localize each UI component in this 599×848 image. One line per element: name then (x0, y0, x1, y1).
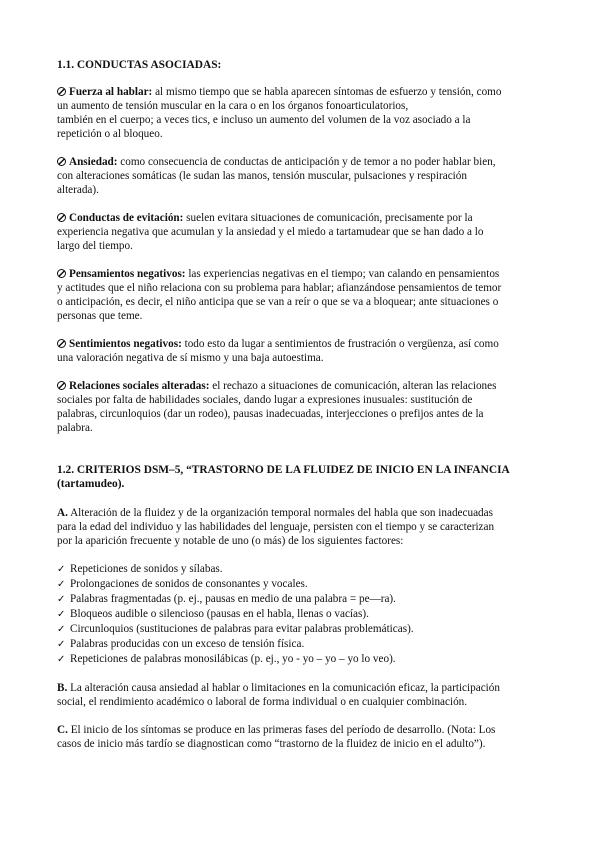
criterion-b (57, 681, 542, 709)
conducta-pensamientos-negativos (57, 267, 542, 323)
list-item: ✓ Circunloquios (sustituciones de palabras para evitar palabras problemáticas). (57, 623, 414, 635)
list-item: ✓ Bloqueos audible o silencioso (pausas en el habla, llenas o vacías). (57, 608, 369, 620)
criterion-label: A. (57, 507, 68, 519)
list-item: ✓ Palabras producidas con un exceso de tensión física. (57, 638, 305, 650)
term-label: Sentimientos negativos: (69, 338, 182, 350)
paragraph-line: o anticipación, es decir, el niño anticipa que se van a reír o que se va a bloquear; ante situaciones o (57, 296, 499, 308)
paragraph-line: para la edad del individuo y las habilidades del lenguaje, persisten con el tiempo y se caracterizan (57, 521, 495, 533)
circle-bullet-icon (57, 213, 66, 222)
paragraph-line: palabra. (57, 422, 93, 434)
conducta-fuerza-al-hablar (57, 85, 542, 141)
term-label: Conductas de evitación: (69, 212, 184, 224)
paragraph-line: una valoración negativa de sí mismo y una baja autoestima. (57, 352, 324, 364)
list-item: ✓ Prolongaciones de sonidos de consonantes y vocales. (57, 578, 308, 590)
factors-checklist (57, 562, 542, 667)
criterion-a (57, 506, 542, 548)
conducta-evitacion (57, 211, 542, 253)
paragraph-line: sociales por falta de habilidades sociales, dando lugar a expresiones inusuales: sustitución de (57, 394, 473, 406)
paragraph-line: como consecuencia de conductas de anticipación y de temor a no poder hablar bien, (120, 156, 496, 168)
circle-bullet-icon (57, 87, 66, 96)
list-item: ✓ Repeticiones de palabras monosilábicas (p. ej., yo - yo – yo – yo lo veo). (57, 653, 396, 665)
circle-bullet-icon (57, 269, 66, 278)
paragraph-line: repetición o al bloqueo. (57, 128, 163, 140)
paragraph-line: Alteración de la fluidez y de la organización temporal normales del habla que son inadecuadas (70, 507, 493, 519)
section-1-heading: 1.1. CONDUCTAS ASOCIADAS: (57, 59, 222, 71)
paragraph-line: social, el rendimiento académico o laboral de forma individual o en cualquier combinación. (57, 696, 468, 708)
checkmark-icon: ✓ (57, 579, 66, 590)
paragraph-line: La alteración causa ansiedad al hablar o limitaciones en la comunicación eficaz, la participación (70, 682, 500, 694)
paragraph-line: el rechazo a situaciones de comunicación, alteran las relaciones (212, 380, 497, 392)
paragraph-line: experiencia negativa que acumulan y la ansiedad y el miedo a tartamudear que se han dado a lo (57, 226, 484, 238)
criterion-c (57, 723, 542, 751)
conducta-relaciones-sociales (57, 379, 542, 435)
paragraph-line: personas que teme. (57, 310, 143, 322)
paragraph-line: casos de inicio más tardío se diagnostican como “trastorno de la fluidez de inicio en el adulto”). (57, 738, 486, 750)
checkmark-icon: ✓ (57, 594, 66, 605)
paragraph-line: y actitudes que el niño relaciona con su problema para hablar; afianzándose pensamientos de temor (57, 282, 502, 294)
paragraph-line: todo esto da lugar a sentimientos de frustración o vergüenza, así como (184, 338, 499, 350)
term-label: Ansiedad: (69, 156, 118, 168)
checkmark-icon: ✓ (57, 654, 66, 665)
paragraph-line: El inicio de los síntomas se produce en las primeras fases del período de desarrollo. (Nota: Los (70, 724, 496, 736)
checkmark-icon: ✓ (57, 624, 66, 635)
paragraph-line: al mismo tiempo que se habla aparecen síntomas de esfuerzo y tensión, como (155, 86, 502, 98)
checkmark-icon: ✓ (57, 639, 66, 650)
paragraph-line: un aumento de tensión muscular en la cara o en los órganos fonoarticulatorios, (57, 100, 409, 112)
term-label: Fuerza al hablar: (69, 86, 153, 98)
heading-line: 1.2. CRITERIOS DSM–5, “TRASTORNO DE LA FLUIDEZ DE INICIO EN LA INFANCIA (57, 464, 510, 476)
paragraph-line: por la aparición frecuente y notable de uno (o más) de los siguientes factores: (57, 535, 404, 547)
paragraph-line: palabras, circunloquios (dar un rodeo), pausas inadecuadas, interjecciones o prefijos antes de la (57, 408, 484, 420)
list-item: ✓ Palabras fragmentadas (p. ej., pausas en medio de una palabra = pe—ra). (57, 593, 396, 605)
heading-line: (tartamudeo). (57, 478, 125, 490)
circle-bullet-icon (57, 157, 66, 166)
paragraph-line: largo del tiempo. (57, 240, 133, 252)
circle-bullet-icon (57, 339, 66, 348)
list-item: ✓ Repeticiones de sonidos y sílabas. (57, 563, 223, 575)
paragraph-line: también en el cuerpo; a veces tics, e incluso un aumento del volumen de la voz asociado a la (57, 114, 471, 126)
conducta-sentimientos-negativos (57, 337, 542, 365)
circle-bullet-icon (57, 381, 66, 390)
conducta-ansiedad (57, 155, 542, 197)
section-2-heading (57, 463, 542, 491)
criterion-label: C. (57, 724, 68, 736)
paragraph-line: con alteraciones somáticas (le sudan las manos, tensión muscular, pulsaciones y respiración (57, 170, 467, 182)
term-label: Relaciones sociales alteradas: (69, 380, 210, 392)
paragraph-line: suelen evitara situaciones de comunicación, precisamente por la (186, 212, 473, 224)
term-label: Pensamientos negativos: (69, 268, 186, 280)
paragraph-line: alterada). (57, 184, 99, 196)
criterion-label: B. (57, 682, 68, 694)
checkmark-icon: ✓ (57, 564, 66, 575)
paragraph-line: las experiencias negativas en el tiempo; van calando en pensamientos (188, 268, 500, 280)
checkmark-icon: ✓ (57, 609, 66, 620)
